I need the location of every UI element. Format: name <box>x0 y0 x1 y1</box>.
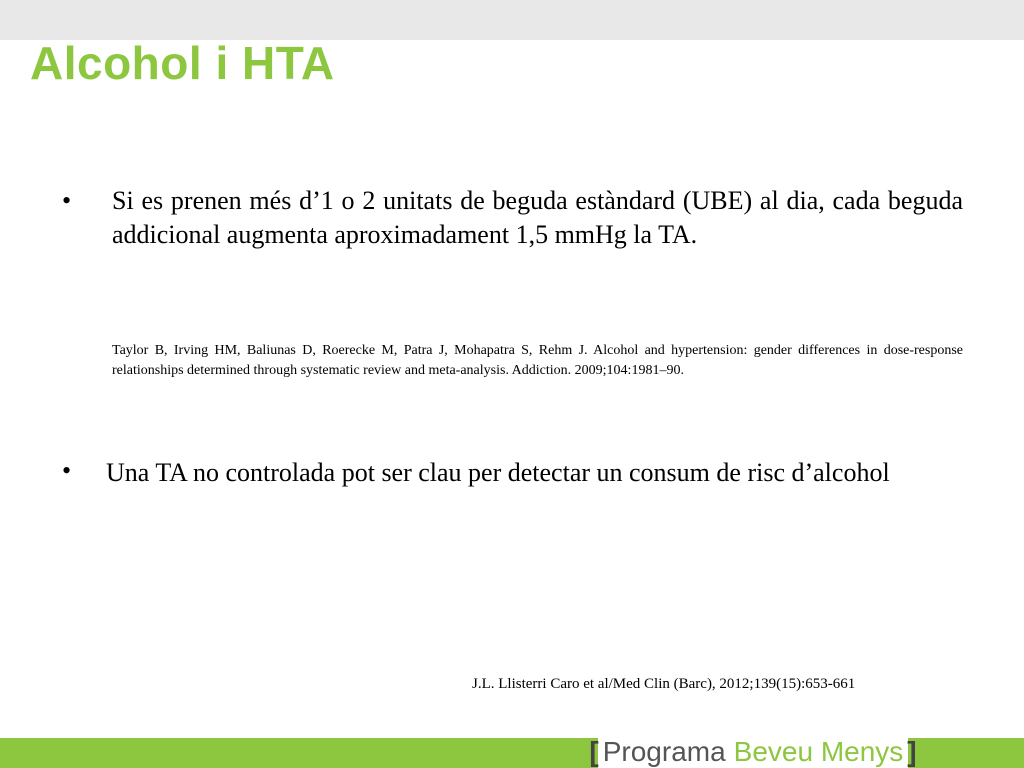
reference-taylor: Taylor B, Irving HM, Baliunas D, Roerecke M, Patra J, Mohapatra S, Rehm J. Alcohol and hypertension: gender differences in dose-response relationships determined through systematic review and meta-analysis. Addiction. 2009;104:1981–90. <box>112 343 963 378</box>
brand-bracket-close: ] <box>907 736 917 767</box>
bullet-marker-1: • <box>62 186 72 215</box>
bullet-marker-2: • <box>62 456 72 485</box>
bullet-text-1: Si es prenen més d’1 o 2 unitats de beguda estàndard (UBE) al dia, cada beguda addicional augmenta aproximadament 1,5 mmHg la TA. <box>112 186 963 249</box>
brand-bracket-open: [ <box>589 736 599 767</box>
brand-word-beveu-menys: Beveu Menys <box>733 736 904 767</box>
brand-word-programa: Programa <box>602 736 726 767</box>
slide-title: Alcohol i HTA <box>30 37 335 89</box>
bullet-text-2: Una TA no controlada pot ser clau per detectar un consum de risc d’alcohol <box>106 458 890 487</box>
citation-llisterri: J.L. Llisterri Caro et al/Med Clin (Barc), 2012;139(15):653-661 <box>472 676 856 692</box>
program-brand-logo <box>589 736 917 768</box>
